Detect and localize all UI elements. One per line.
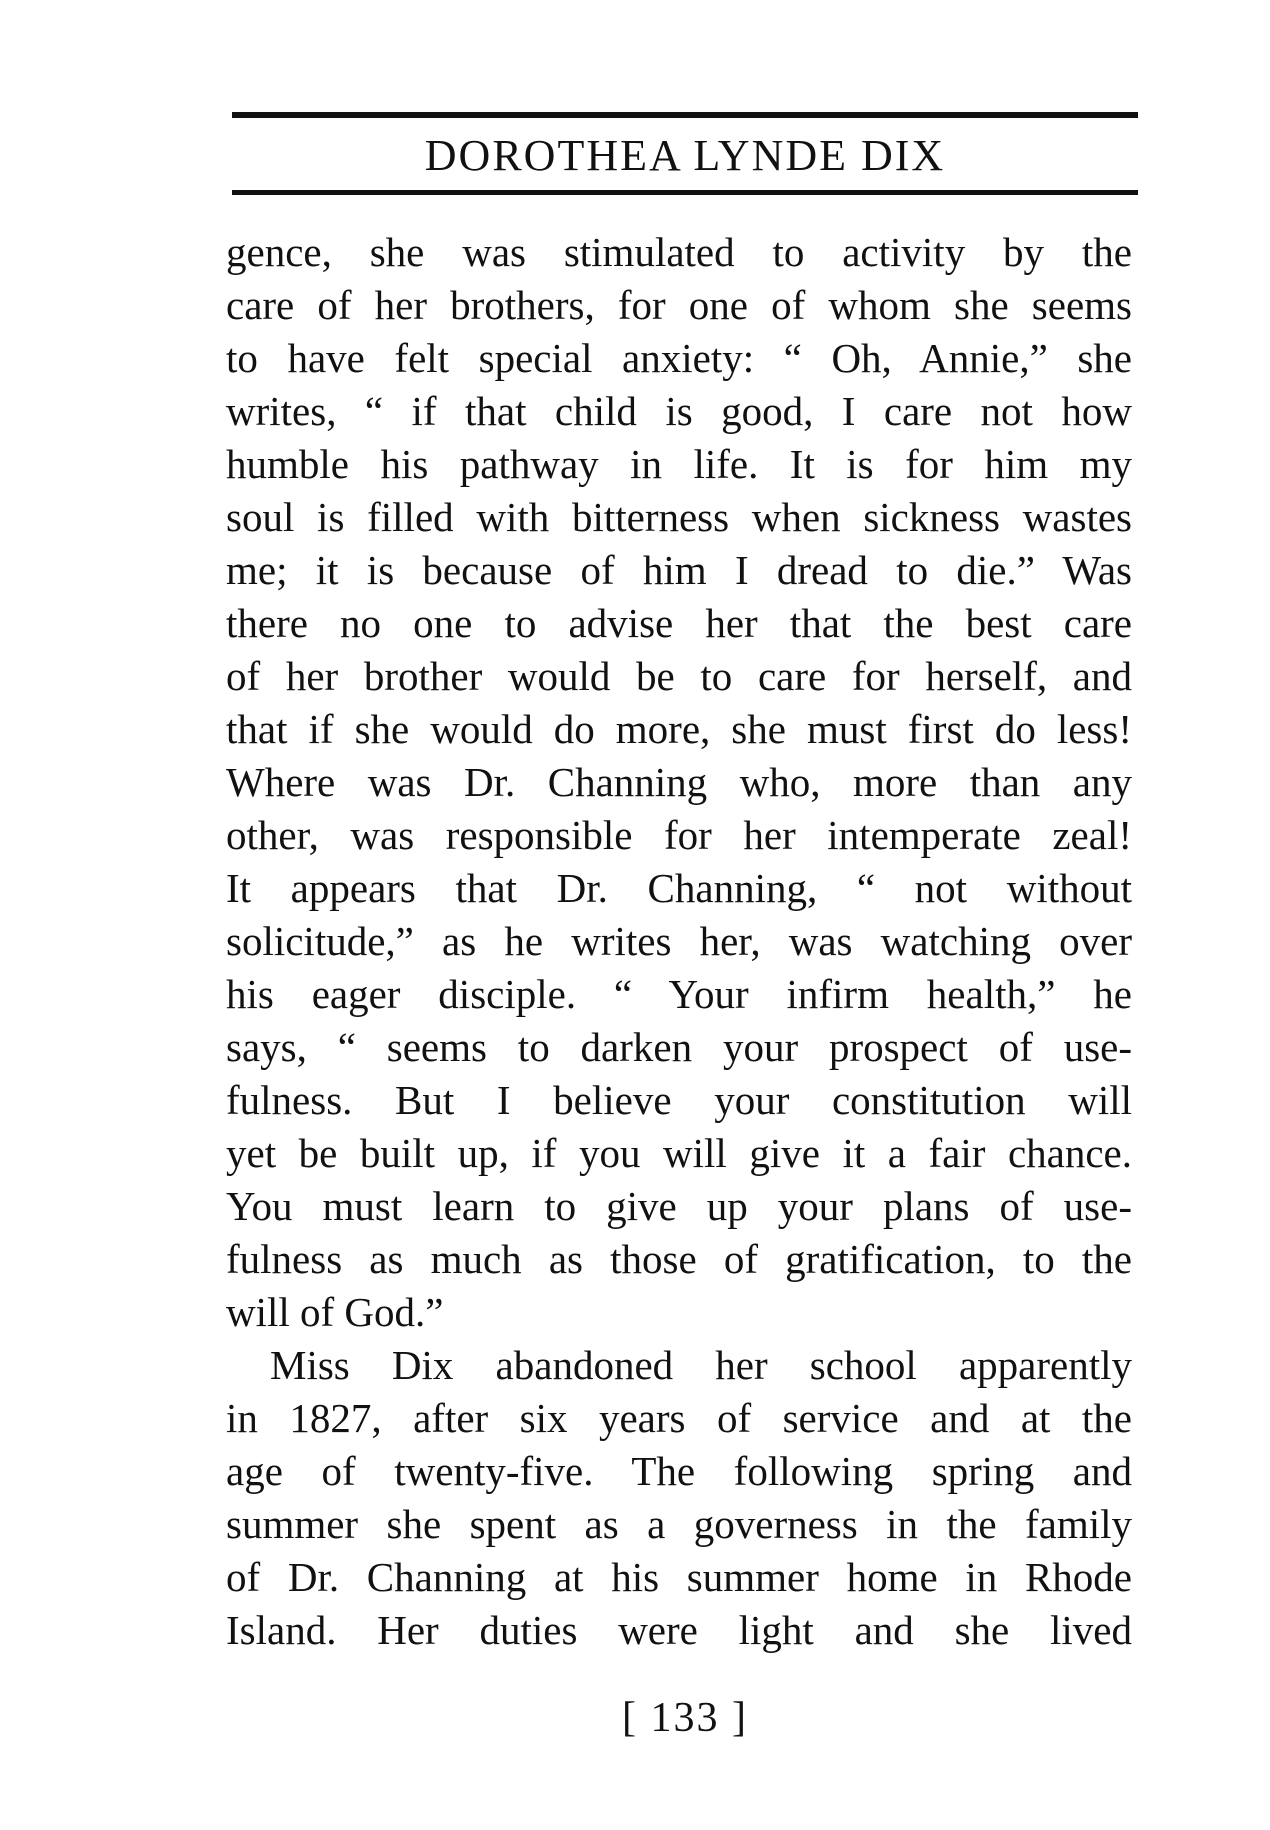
text-line: will of God.” [226,1289,444,1335]
text-line: other, was responsible for her intemperate zeal! [226,812,1132,858]
header-bottom-rule [232,190,1138,195]
text-line: care of her brothers, for one of whom she seems [226,282,1132,328]
text-line: that if she would do more, she must first do less! [226,706,1132,752]
page-number: [ 133 ] [622,1695,748,1741]
running-title: DOROTHEA LYNDE DIX [424,131,946,180]
text-line: Where was Dr. Channing who, more than any [226,759,1132,805]
text-line: says, “ seems to darken your prospect of use- [226,1024,1132,1070]
text-line: Island. Her duties were light and she lived [226,1607,1132,1653]
text-line: solicitude,” as he writes her, was watching over [226,918,1132,964]
text-line: in 1827, after six years of service and at the [226,1395,1132,1441]
text-line: to have felt special anxiety: “ Oh, Annie,” she [226,335,1132,381]
text-line: soul is filled with bitterness when sickness wastes [226,494,1132,540]
text-line: there no one to advise her that the best care [226,600,1132,646]
text-line: fulness. But I believe your constitution will [226,1077,1132,1123]
header-top-rule [232,112,1138,118]
paragraph-2 [226,1339,1132,1657]
text-line: It appears that Dr. Channing, “ not without [226,865,1132,911]
text-line: fulness as much as those of gratification, to the [226,1236,1132,1282]
text-line: writes, “ if that child is good, I care not how [226,388,1132,434]
text-line: age of twenty-five. The following spring and [226,1448,1132,1494]
text-line: You must learn to give up your plans of use- [226,1183,1132,1229]
text-line: his eager disciple. “ Your infirm health,” he [226,971,1132,1017]
paragraph-1 [226,226,1132,1339]
text-line: me; it is because of him I dread to die.” Was [226,547,1132,593]
body-text [226,226,1132,1657]
text-line: of Dr. Channing at his summer home in Rhode [226,1554,1132,1600]
text-line: yet be built up, if you will give it a fair chance. [226,1130,1132,1176]
text-line: Miss Dix abandoned her school apparently [270,1342,1132,1388]
text-line: humble his pathway in life. It is for him my [226,441,1132,487]
text-line: of her brother would be to care for herself, and [226,653,1132,699]
text-line: gence, she was stimulated to activity by the [226,229,1132,275]
text-line: summer she spent as a governess in the family [226,1501,1132,1547]
